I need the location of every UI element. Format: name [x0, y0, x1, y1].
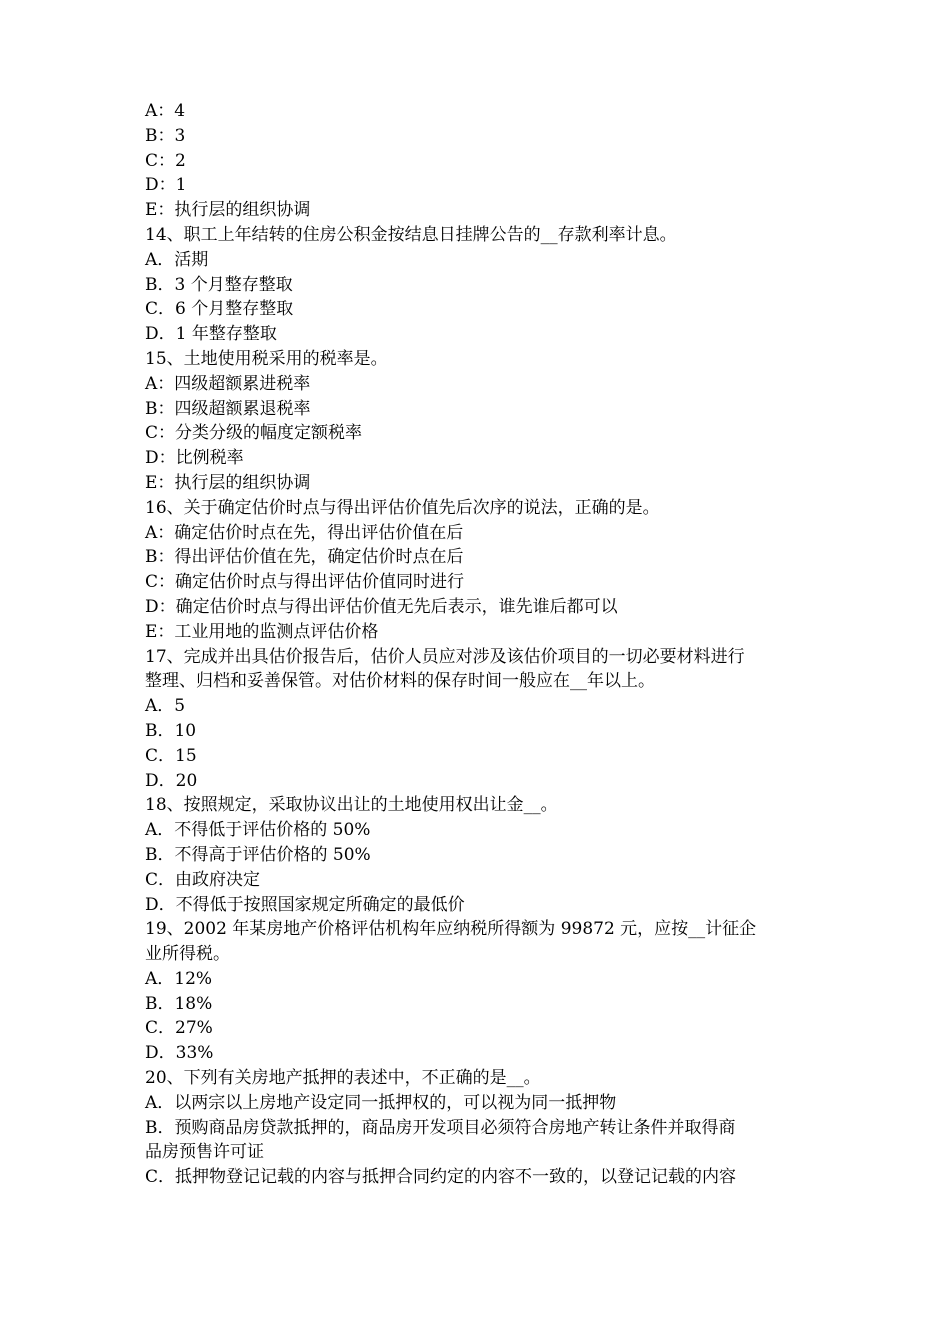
text-line: D．不得低于按照国家规定所确定的最低价 — [145, 894, 465, 915]
text-line: C．15 — [145, 745, 197, 766]
text-line: D：确定估价时点与得出评估价值无先后表示，谁先谁后都可以 — [145, 596, 618, 617]
text-line: D．1 年整存整取 — [145, 324, 277, 345]
text-line: B：3 — [145, 125, 186, 146]
question-18: 18、按照规定，采取协议出让的土地使用权出让金__。 — [145, 795, 558, 816]
question-15: 15、土地使用税采用的税率是。 — [145, 348, 388, 369]
text-line: C．由政府决定 — [145, 869, 261, 890]
text-line: A：四级超额累进税率 — [145, 373, 311, 394]
text-line: A．不得低于评估价格的 50% — [145, 820, 371, 841]
text-line: 业所得税。 — [145, 944, 230, 965]
text-line: B：得出评估价值在先，确定估价时点在后 — [145, 547, 464, 568]
question-19: 19、2002 年某房地产价格评估机构年应纳税所得额为 99872 元，应按__计征企 — [145, 919, 757, 940]
text-line: C：分类分级的幅度定额税率 — [145, 423, 363, 444]
text-line: B：四级超额累退税率 — [145, 398, 311, 419]
question-17: 17、完成并出具估价报告后，估价人员应对涉及该估价项目的一切必要材料进行 — [145, 646, 745, 667]
text-line: B．预购商品房贷款抵押的，商品房开发项目必须符合房地产转让条件并取得商 — [145, 1117, 736, 1138]
text-line: A．以两宗以上房地产设定同一抵押权的，可以视为同一抵押物 — [145, 1092, 617, 1113]
text-line: C：2 — [145, 150, 186, 171]
text-line: A．12% — [145, 968, 213, 989]
text-line: B．18% — [145, 993, 213, 1014]
text-line: A．活期 — [145, 249, 209, 270]
text-line: E：工业用地的监测点评估价格 — [145, 621, 379, 642]
question-20: 20、下列有关房地产抵押的表述中，不正确的是__。 — [145, 1068, 541, 1089]
text-line: 整理、归档和妥善保管。对估价材料的保存时间一般应在__年以上。 — [145, 671, 655, 692]
text-line: A．5 — [145, 696, 186, 717]
text-line: C．27% — [145, 1018, 213, 1039]
text-line: B．3 个月整存整取 — [145, 274, 293, 295]
text-line: B．不得高于评估价格的 50% — [145, 844, 371, 865]
text-line: E：执行层的组织协调 — [145, 472, 311, 493]
text-line: E：执行层的组织协调 — [145, 200, 311, 221]
text-line: D：1 — [145, 175, 187, 196]
question-16: 16、关于确定估价时点与得出评估价值先后次序的说法，正确的是。 — [145, 497, 660, 518]
text-line: D：比例税率 — [145, 448, 244, 469]
text-line: C．抵押物登记记载的内容与抵押合同约定的内容不一致的，以登记记载的内容 — [145, 1167, 737, 1188]
text-line: D．20 — [145, 770, 198, 791]
text-line: B．10 — [145, 720, 197, 741]
document-page — [145, 99, 815, 1190]
question-14: 14、职工上年结转的住房公积金按结息日挂牌公告的__存款利率计息。 — [145, 224, 677, 245]
text-line: D．33% — [145, 1043, 214, 1064]
text-line: C．6 个月整存整取 — [145, 299, 294, 320]
text-line: A：4 — [145, 101, 186, 121]
text-line: 品房预售许可证 — [145, 1142, 264, 1163]
text-line: A：确定估价时点在先，得出评估价值在后 — [145, 522, 464, 543]
text-line: C：确定估价时点与得出评估价值同时进行 — [145, 572, 465, 593]
